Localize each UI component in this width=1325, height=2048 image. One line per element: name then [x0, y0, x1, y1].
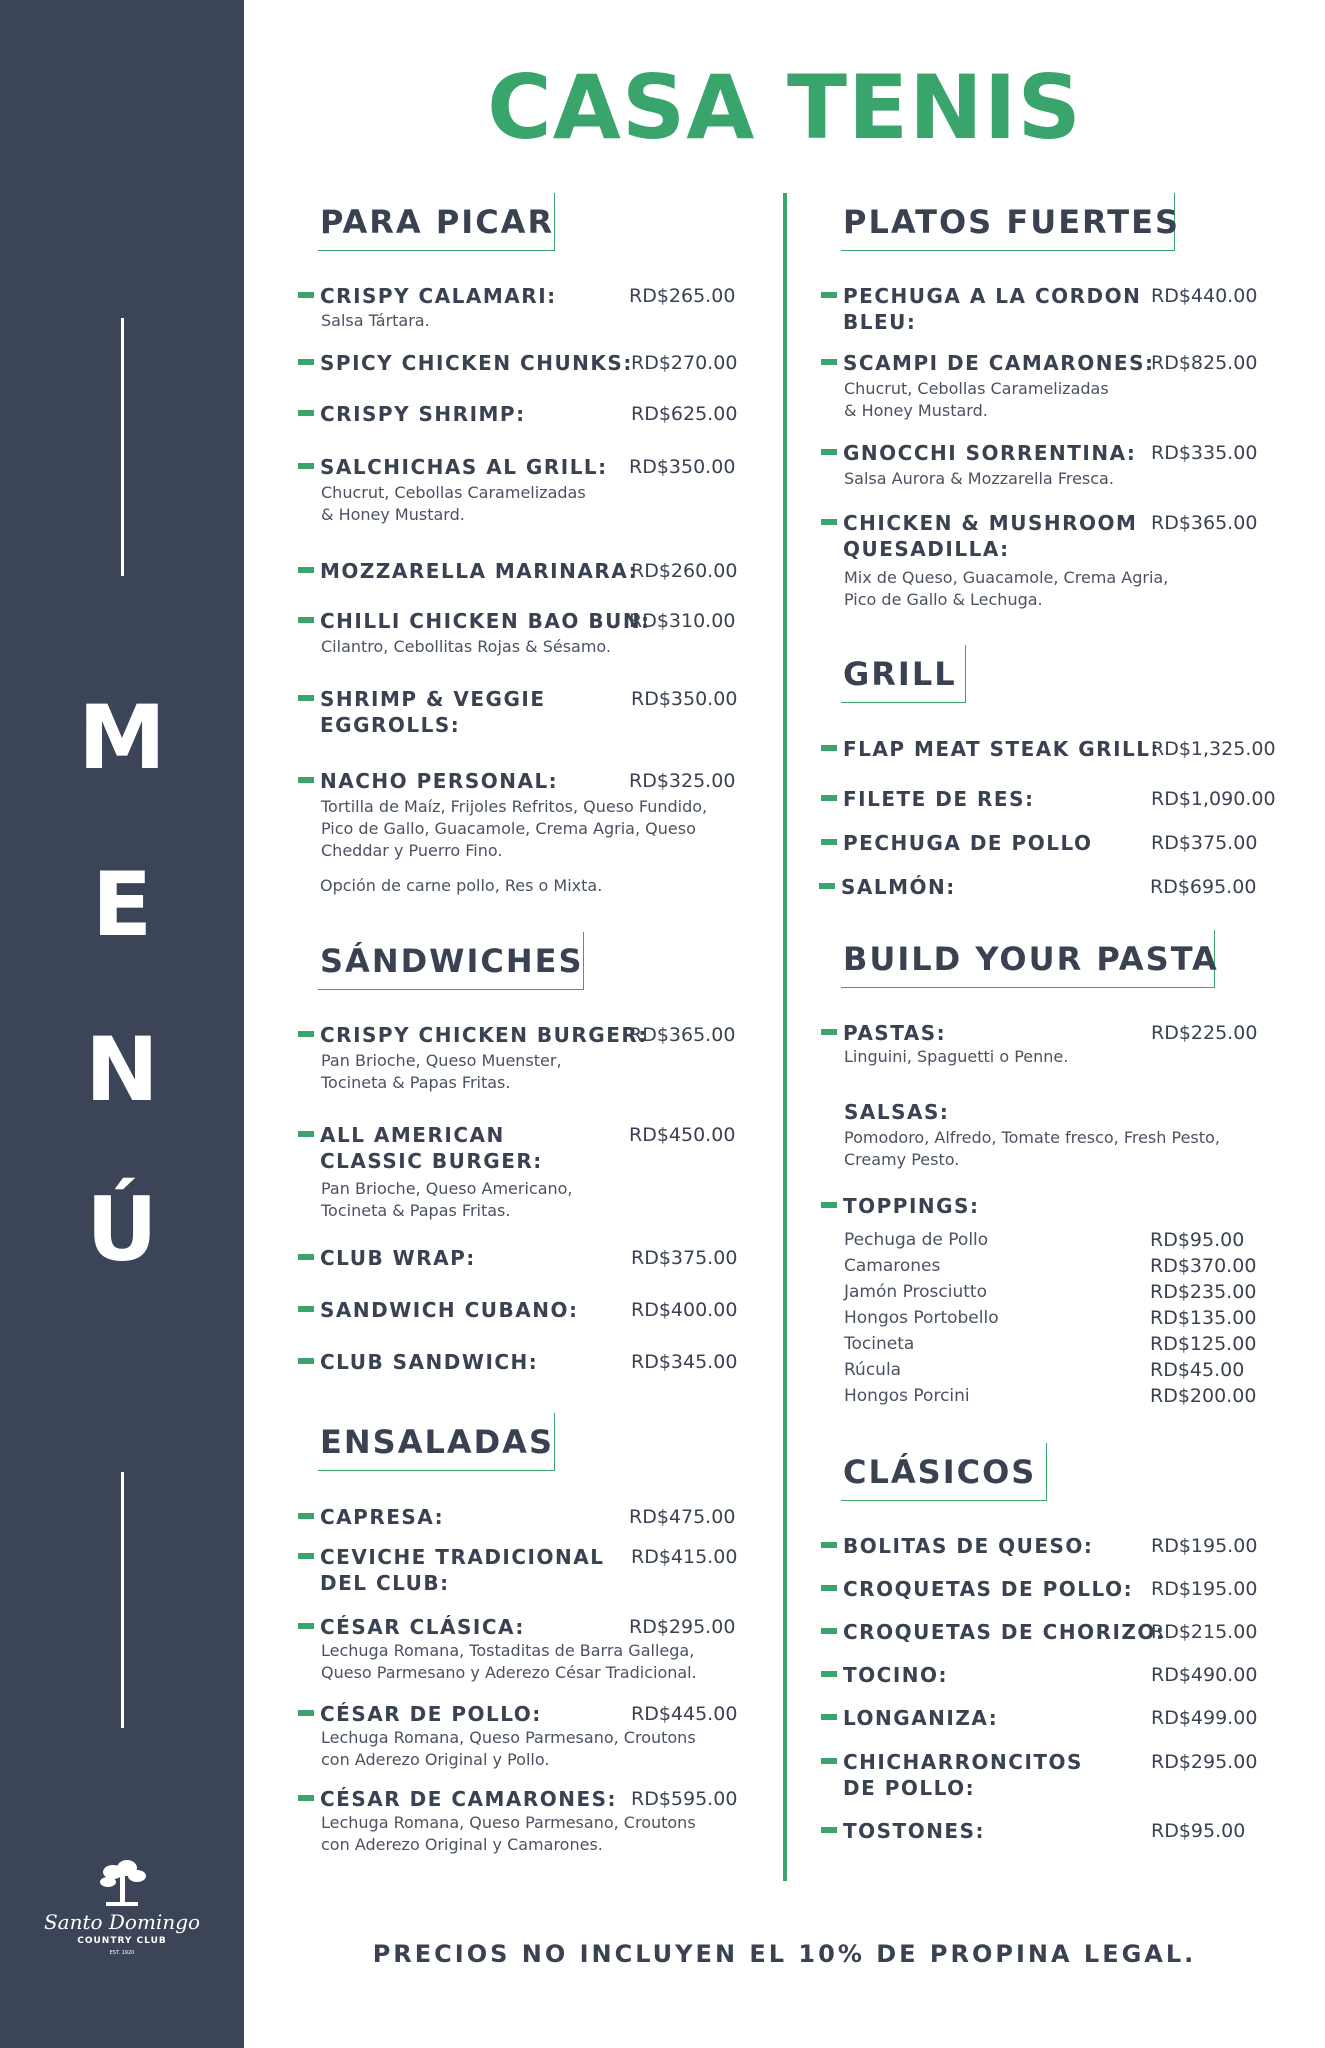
bullet-bar	[821, 839, 837, 845]
bullet-bar	[298, 777, 314, 783]
club-logo	[40, 1858, 204, 1958]
item-price: RD$295.00	[629, 1616, 736, 1638]
item-note: Opción de carne pollo, Res o Mixta.	[320, 876, 603, 895]
section-title: PARA PICAR	[320, 203, 555, 241]
item-name: CHICHARRONCITOS	[843, 1750, 1083, 1774]
bullet-bar	[819, 883, 835, 889]
item-name: SCAMPI DE CAMARONES:	[843, 351, 1155, 375]
bullet-bar	[298, 1131, 314, 1137]
item-price: RD$445.00	[631, 1703, 738, 1725]
toppings-label: TOPPINGS:	[843, 1194, 980, 1218]
item-name: SPICY CHICKEN CHUNKS:	[320, 351, 633, 375]
item-description: Tocineta & Papas Fritas.	[321, 1073, 511, 1092]
item-name: SANDWICH CUBANO:	[320, 1298, 579, 1322]
item-price: RD$325.00	[629, 770, 736, 792]
logo-est-text: EST. 1920	[109, 1950, 135, 1956]
item-price: RD$95.00	[1151, 1820, 1246, 1842]
topping-price: RD$370.00	[1150, 1255, 1257, 1277]
item-price: RD$195.00	[1151, 1535, 1258, 1557]
item-name: PASTAS:	[843, 1021, 947, 1045]
section-header-ensaladas	[318, 1413, 555, 1471]
bullet-bar	[821, 1714, 837, 1720]
item-price: RD$335.00	[1151, 442, 1258, 464]
bullet-bar	[298, 1710, 314, 1716]
item-name: MOZZARELLA MARINARA:	[320, 559, 639, 583]
item-price: RD$475.00	[629, 1506, 736, 1528]
bullet-bar	[821, 359, 837, 365]
item-name: BOLITAS DE QUESO:	[843, 1534, 1094, 1558]
bullet-bar	[298, 1623, 314, 1629]
topping-price: RD$235.00	[1150, 1281, 1257, 1303]
logo-script: Santo Domingo	[43, 1910, 201, 1934]
bullet-bar	[298, 359, 314, 365]
footer-note: PRECIOS NO INCLUYEN EL 10% DE PROPINA LEGAL.	[372, 1940, 1197, 1968]
item-price: RD$595.00	[631, 1788, 738, 1810]
section-header-build-your-pasta	[841, 930, 1219, 988]
sidebar-top-line	[121, 318, 124, 576]
bullet-bar	[821, 519, 837, 525]
topping-price: RD$95.00	[1150, 1229, 1245, 1251]
item-description: Linguini, Spaguetti o Penne.	[844, 1047, 1069, 1066]
item-description: Cheddar y Puerro Fino.	[321, 841, 503, 860]
bullet-bar	[821, 1628, 837, 1634]
bullet-bar	[821, 449, 837, 455]
item-price: RD$440.00	[1151, 285, 1258, 307]
salsas-description: Pomodoro, Alfredo, Tomate fresco, Fresh Pesto,	[844, 1128, 1220, 1147]
salsas-label: SALSAS:	[844, 1100, 950, 1124]
topping-price: RD$135.00	[1150, 1307, 1257, 1329]
topping-price: RD$45.00	[1150, 1359, 1245, 1381]
bullet-bar	[298, 410, 314, 416]
topping-name: Hongos Porcini	[844, 1386, 970, 1406]
sidebar	[0, 0, 244, 2048]
sidebar-letter-u: Ú	[86, 1178, 158, 1281]
item-price: RD$695.00	[1150, 876, 1257, 898]
item-name: FLAP MEAT STEAK GRILL:	[843, 737, 1160, 761]
item-price: RD$625.00	[631, 403, 738, 425]
item-name-line2: DE POLLO:	[843, 1776, 976, 1800]
bullet-bar	[298, 1795, 314, 1801]
item-description: Chucrut, Cebollas Caramelizadas	[844, 379, 1109, 398]
topping-name: Jamón Prosciutto	[844, 1282, 987, 1302]
item-price: RD$270.00	[631, 352, 738, 374]
bullet-bar	[298, 1254, 314, 1260]
bullet-bar	[821, 1758, 837, 1764]
section-header-clasicos	[841, 1443, 1047, 1501]
bullet-bar	[298, 617, 314, 623]
bullet-bar	[298, 1358, 314, 1364]
bullet-bar	[821, 745, 837, 751]
item-name-line2: CLASSIC BURGER:	[320, 1149, 543, 1173]
item-name: NACHO PERSONAL:	[320, 769, 559, 793]
item-price: RD$499.00	[1151, 1707, 1258, 1729]
item-name-line2: EGGROLLS:	[320, 713, 461, 737]
bullet-bar	[821, 795, 837, 801]
bullet-bar	[821, 1827, 837, 1833]
page-title: CASA TENIS	[487, 56, 1082, 159]
item-name: CRISPY SHRIMP:	[320, 402, 526, 426]
item-price: RD$195.00	[1151, 1578, 1258, 1600]
item-description: Lechuga Romana, Tostaditas de Barra Gallega,	[321, 1641, 695, 1660]
item-name: CHILLI CHICKEN BAO BUN:	[320, 609, 651, 633]
bullet-bar	[298, 1513, 314, 1519]
bullet-bar	[821, 1585, 837, 1591]
logo-club-text: COUNTRY CLUB	[77, 1936, 167, 1946]
column-divider	[783, 193, 787, 1881]
item-name: CÉSAR DE CAMARONES:	[320, 1787, 618, 1811]
bullet-bar	[821, 1671, 837, 1677]
item-description: Pico de Gallo & Lechuga.	[844, 590, 1043, 609]
item-description: con Aderezo Original y Pollo.	[321, 1750, 550, 1769]
item-price: RD$225.00	[1151, 1022, 1258, 1044]
item-name-line2: QUESADILLA:	[843, 537, 1010, 561]
item-price: RD$265.00	[629, 285, 736, 307]
item-name: CLUB SANDWICH:	[320, 1350, 539, 1374]
topping-name: Tocineta	[844, 1334, 915, 1354]
section-title: GRILL	[843, 655, 957, 693]
topping-name: Camarones	[844, 1256, 941, 1276]
item-description: Pan Brioche, Queso Americano,	[321, 1179, 573, 1198]
item-name: SALCHICHAS AL GRILL:	[320, 455, 608, 479]
item-name: CHICKEN & MUSHROOM	[843, 511, 1138, 535]
section-header-sandwiches	[318, 932, 584, 990]
salsas-description: Creamy Pesto.	[844, 1150, 960, 1169]
bullet-bar	[298, 1031, 314, 1037]
item-name-line2: DEL CLUB:	[320, 1571, 450, 1595]
sidebar-letter-m: M	[78, 686, 166, 789]
item-description: Queso Parmesano y Aderezo César Tradicional.	[321, 1663, 697, 1682]
item-name: CRISPY CHICKEN BURGER:	[320, 1023, 648, 1047]
bullet-bar	[298, 463, 314, 469]
section-title: SÁNDWICHES	[320, 942, 584, 980]
item-price: RD$310.00	[629, 610, 736, 632]
item-price: RD$295.00	[1151, 1751, 1258, 1773]
item-price: RD$400.00	[631, 1299, 738, 1321]
topping-price: RD$200.00	[1150, 1385, 1257, 1407]
section-header-grill	[841, 645, 966, 703]
item-name: CROQUETAS DE POLLO:	[843, 1577, 1134, 1601]
item-name: SALMÓN:	[841, 875, 956, 899]
item-description: Pico de Gallo, Guacamole, Crema Agria, Queso	[321, 819, 696, 838]
bullet-bar	[298, 292, 314, 298]
item-price: RD$415.00	[631, 1546, 738, 1568]
item-description: Chucrut, Cebollas Caramelizadas	[321, 483, 586, 502]
topping-name: Pechuga de Pollo	[844, 1230, 989, 1250]
section-header-platos-fuertes	[841, 193, 1180, 251]
bullet-bar	[821, 292, 837, 298]
bullet-bar	[298, 1553, 314, 1559]
item-name: TOCINO:	[843, 1663, 949, 1687]
bullet-bar	[298, 695, 314, 701]
item-description: Lechuga Romana, Queso Parmesano, Croutons	[321, 1728, 696, 1747]
item-price: RD$450.00	[629, 1124, 736, 1146]
bullet-bar	[298, 567, 314, 573]
sidebar-letter-e: E	[91, 853, 153, 956]
item-description: Tocineta & Papas Fritas.	[321, 1201, 511, 1220]
item-description: Pan Brioche, Queso Muenster,	[321, 1051, 562, 1070]
item-name: CROQUETAS DE CHORIZO:	[843, 1620, 1166, 1644]
bullet-bar	[821, 1542, 837, 1548]
topping-name: Rúcula	[844, 1360, 902, 1380]
topping-name: Hongos Portobello	[844, 1308, 999, 1328]
item-name: CRISPY CALAMARI:	[320, 284, 557, 308]
item-name: PECHUGA A LA CORDON	[843, 284, 1142, 308]
sidebar-letter-n: N	[85, 1018, 159, 1121]
item-name: PECHUGA DE POLLO	[843, 831, 1093, 855]
item-price: RD$375.00	[631, 1247, 738, 1269]
item-description: Lechuga Romana, Queso Parmesano, Croutons	[321, 1813, 696, 1832]
item-price: RD$350.00	[629, 456, 736, 478]
section-title: PLATOS FUERTES	[843, 203, 1180, 241]
item-description: con Aderezo Original y Camarones.	[321, 1835, 603, 1854]
item-price: RD$825.00	[1151, 352, 1258, 374]
palm-tree-icon	[40, 1858, 204, 1908]
item-price: RD$345.00	[631, 1351, 738, 1373]
item-name: FILETE DE RES:	[843, 787, 1035, 811]
item-description: Mix de Queso, Guacamole, Crema Agria,	[844, 568, 1169, 587]
item-name: CEVICHE TRADICIONAL	[320, 1545, 605, 1569]
bullet-bar	[821, 1029, 837, 1035]
item-price: RD$350.00	[631, 688, 738, 710]
item-price: RD$1,325.00	[1151, 738, 1276, 760]
item-price: RD$365.00	[1151, 512, 1258, 534]
item-description: Salsa Tártara.	[321, 311, 430, 330]
item-name: SHRIMP & VEGGIE	[320, 687, 546, 711]
item-price: RD$365.00	[629, 1024, 736, 1046]
item-price: RD$1,090.00	[1151, 788, 1276, 810]
section-header-para-picar	[318, 193, 555, 251]
item-name-line2: BLEU:	[843, 310, 917, 334]
item-description: & Honey Mustard.	[321, 505, 465, 524]
item-name: LONGANIZA:	[843, 1706, 999, 1730]
section-title: ENSALADAS	[320, 1423, 554, 1461]
section-title: BUILD YOUR PASTA	[843, 940, 1219, 978]
item-description: & Honey Mustard.	[844, 401, 988, 420]
item-name: CAPRESA:	[320, 1505, 445, 1529]
item-price: RD$260.00	[631, 560, 738, 582]
bullet-bar	[821, 1202, 837, 1208]
item-price: RD$215.00	[1151, 1621, 1258, 1643]
item-price: RD$490.00	[1151, 1664, 1258, 1686]
item-name: GNOCCHI SORRENTINA:	[843, 441, 1137, 465]
section-title: CLÁSICOS	[843, 1453, 1037, 1491]
item-description: Salsa Aurora & Mozzarella Fresca.	[844, 469, 1114, 488]
item-name: CLUB WRAP:	[320, 1246, 476, 1270]
item-name: CÉSAR CLÁSICA:	[320, 1615, 525, 1639]
sidebar-bottom-line	[121, 1472, 124, 1728]
item-name: CÉSAR DE POLLO:	[320, 1702, 542, 1726]
item-price: RD$375.00	[1151, 832, 1258, 854]
bullet-bar	[298, 1306, 314, 1312]
item-description: Cilantro, Cebollitas Rojas & Sésamo.	[321, 637, 612, 656]
item-name: TOSTONES:	[843, 1819, 985, 1843]
item-description: Tortilla de Maíz, Frijoles Refritos, Queso Fundido,	[321, 797, 708, 816]
topping-price: RD$125.00	[1150, 1333, 1257, 1355]
item-name: ALL AMERICAN	[320, 1123, 505, 1147]
